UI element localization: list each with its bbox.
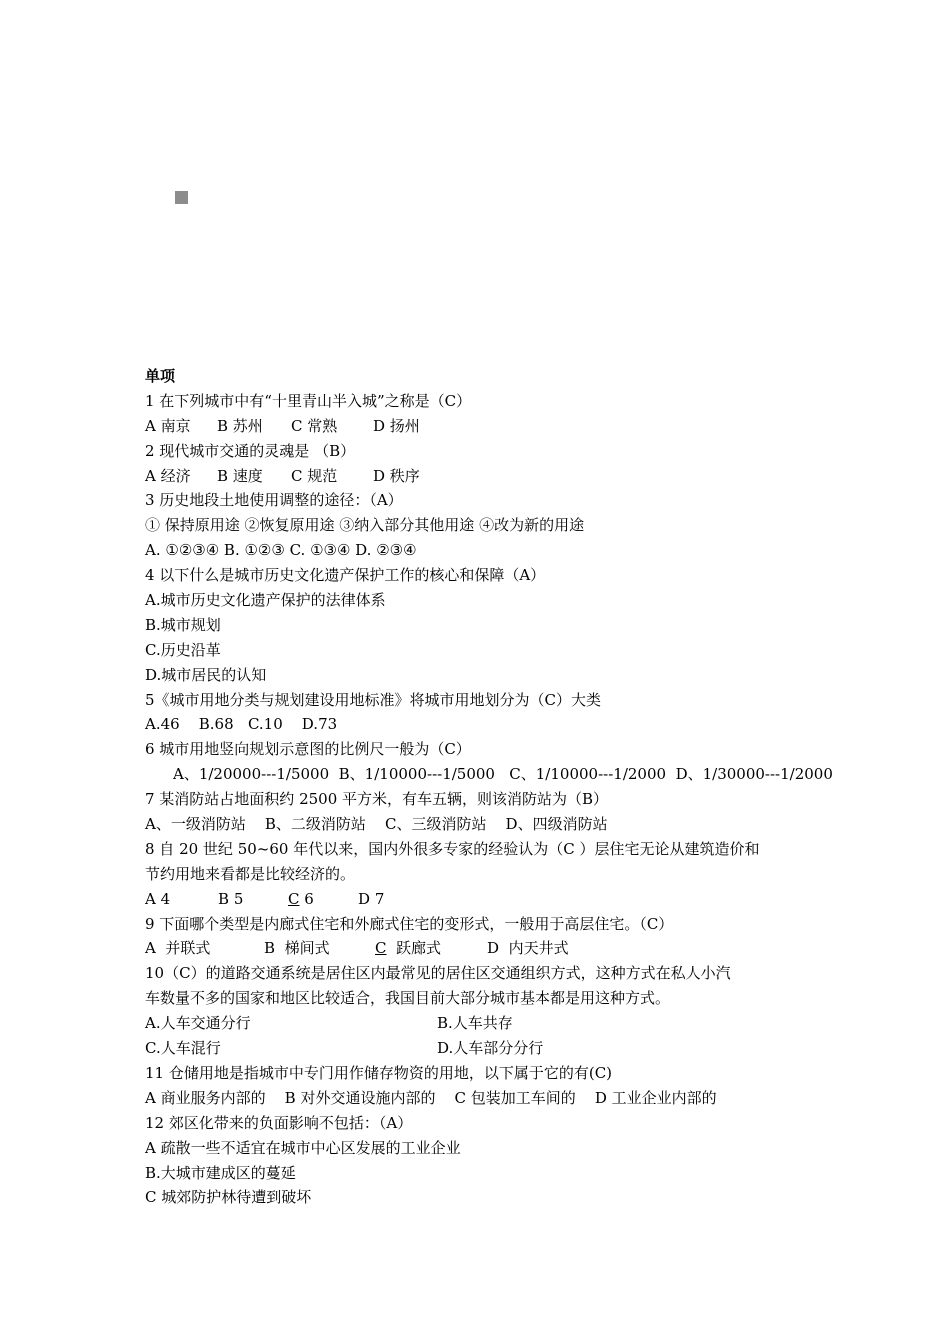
question-4-option-d: D.城市居民的认知 xyxy=(145,665,267,684)
option: D.人车部分分行 xyxy=(437,1039,544,1058)
document-body xyxy=(145,364,833,1210)
option xyxy=(487,936,569,961)
option xyxy=(288,887,358,912)
question-7-options: A、一级消防站 B、二级消防站 C、三级消防站 D、四级消防站 xyxy=(145,815,608,834)
option xyxy=(218,887,288,912)
option-letter: A xyxy=(145,939,156,958)
option xyxy=(145,887,218,912)
question-4-stem: 4 以下什么是城市历史文化遗产保护工作的核心和保障（A） xyxy=(145,566,546,585)
option-text: 7 xyxy=(374,889,385,908)
option: B.人车共存 xyxy=(437,1014,513,1033)
question-8-stem-line-2: 节约用地来看都是比较经济的。 xyxy=(145,864,356,883)
option-letter-answer: C xyxy=(375,939,387,958)
question-12-option-a: A 疏散一些不适宜在城市中心区发展的工业企业 xyxy=(145,1138,461,1157)
question-10-options-row-2 xyxy=(145,1036,825,1061)
question-6-options: A、1/20000---1/5000 B、1/10000---1/5000 C、1/10000---1/2000 D、1/30000---1/2000 xyxy=(173,765,833,784)
section-title: 单项 xyxy=(145,367,176,385)
option: D 扬州 xyxy=(373,416,420,435)
question-10-stem-line-2: 车数量不多的国家和地区比较适合，我国目前大部分城市基本都是用这种方式。 xyxy=(145,989,671,1008)
question-4-option-b: B.城市规划 xyxy=(145,615,221,634)
option: C 规范 xyxy=(291,466,338,485)
question-5-stem: 5《城市用地分类与规划建设用地标准》将城市用地划分为（C）大类 xyxy=(145,690,602,709)
option xyxy=(145,936,264,961)
question-5-options: A.46 B.68 C.10 D.73 xyxy=(145,715,338,734)
question-1-options xyxy=(145,414,825,439)
question-2-options xyxy=(145,464,825,489)
question-12-option-c: C 城郊防护林待遭到破坏 xyxy=(145,1188,312,1207)
question-9-stem: 9 下面哪个类型是内廊式住宅和外廊式住宅的变形式，一般用于高层住宅。（C） xyxy=(145,914,674,933)
question-8-options xyxy=(145,887,825,912)
option: C.人车混行 xyxy=(145,1039,221,1058)
question-3-options: A. ①②③④ B. ①②③ C. ①③④ D. ②③④ xyxy=(145,541,417,560)
option: B 苏州 xyxy=(217,416,263,435)
question-3-stem: 3 历史地段土地使用调整的途径：（A） xyxy=(145,491,403,510)
question-10-options-row-1 xyxy=(145,1011,825,1036)
question-12-option-b: B.大城市建成区的蔓延 xyxy=(145,1163,296,1182)
option-text: 6 xyxy=(304,889,314,908)
option-letter: B xyxy=(264,939,276,958)
option: B 速度 xyxy=(217,466,263,485)
option-letter: A xyxy=(145,889,156,908)
option: C 常熟 xyxy=(291,416,338,435)
question-7-stem: 7 某消防站占地面积约 2500 平方米，有车五辆，则该消防站为（B） xyxy=(145,790,609,809)
question-4-option-c: C.历史沿革 xyxy=(145,640,221,659)
option-text: 梯间式 xyxy=(284,939,330,958)
option-text: 跃廊式 xyxy=(396,939,442,958)
option-text: 并联式 xyxy=(165,939,211,958)
question-11-stem: 11 仓储用地是指城市中专门用作储存物资的用地，以下属于它的有(C) xyxy=(145,1063,613,1082)
question-6-stem: 6 城市用地竖向规划示意图的比例尺一般为（C） xyxy=(145,740,471,759)
option-letter: D xyxy=(487,939,500,958)
option-letter: D xyxy=(358,889,371,908)
option: A.人车交通分行 xyxy=(145,1014,251,1033)
option-letter: B xyxy=(218,889,230,908)
option xyxy=(264,936,375,961)
question-4-option-a: A.城市历史文化遗产保护的法律体系 xyxy=(145,591,386,610)
option: A 经济 xyxy=(145,466,191,485)
question-10-stem-line-1: 10（C）的道路交通系统是居住区内最常见的居住区交通组织方式，这种方式在私人小汽 xyxy=(145,964,731,983)
question-2-stem: 2 现代城市交通的灵魂是 （B） xyxy=(145,441,356,460)
option: A 南京 xyxy=(145,416,191,435)
question-1-stem: 1 在下列城市中有“十里青山半入城”之称是（C） xyxy=(145,391,472,410)
option-text: 4 xyxy=(160,889,171,908)
question-12-stem: 12 郊区化带来的负面影响不包括：（A） xyxy=(145,1113,413,1132)
option-letter-answer: C xyxy=(288,889,300,908)
option-text: 内天井式 xyxy=(508,939,569,958)
question-8-stem-line-1: 8 自 20 世纪 50~60 年代以来，国内外很多专家的经验认为（C ）层住宅无论从建筑造价和 xyxy=(145,839,760,858)
option: D 秩序 xyxy=(373,466,420,485)
image-placeholder-marker xyxy=(175,191,188,204)
option xyxy=(375,936,487,961)
question-3-items: ① 保持原用途 ②恢复原用途 ③纳入部分其他用途 ④改为新的用途 xyxy=(145,516,585,535)
question-11-options: A 商业服务内部的 B 对外交通设施内部的 C 包装加工车间的 D 工业企业内部的 xyxy=(145,1088,717,1107)
option-text: 5 xyxy=(233,889,244,908)
option xyxy=(358,887,384,912)
question-9-options xyxy=(145,936,825,961)
